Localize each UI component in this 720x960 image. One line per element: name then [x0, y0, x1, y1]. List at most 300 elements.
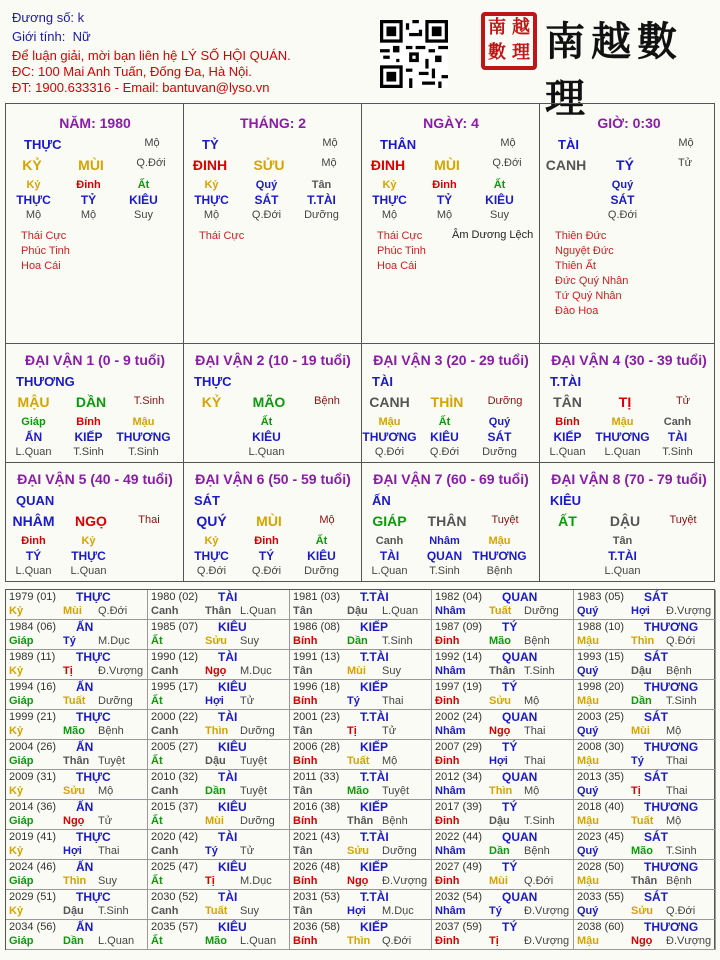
star-name: Thái Cực	[21, 230, 67, 242]
year-label: 2027 (49)	[435, 861, 483, 873]
luck-stem: ẤT	[558, 513, 577, 529]
year-god: TÀI	[218, 650, 238, 664]
pillar-star: TÀI	[558, 137, 579, 152]
luck-cell-7	[362, 463, 540, 581]
year-cell	[148, 860, 290, 890]
year-branch: Sửu	[347, 845, 370, 857]
life-stage: T.Sinh	[128, 446, 159, 458]
year-stage: Suy	[240, 905, 259, 917]
year-stem: Canh	[151, 845, 179, 857]
year-label: 2014 (36)	[9, 801, 57, 813]
year-branch: Tý	[489, 905, 502, 917]
year-stem: Giáp	[9, 635, 34, 647]
year-god: SÁT	[644, 890, 668, 904]
year-stem: Kỷ	[9, 845, 24, 857]
pillar-cell-2	[362, 104, 540, 343]
year-branch: Dậu	[489, 815, 510, 827]
year-stem: Ất	[151, 695, 163, 707]
year-label: 1983 (05)	[577, 591, 625, 603]
year-stem: Canh	[151, 905, 179, 917]
life-stage: Q.Đới	[251, 565, 282, 577]
ten-god: SÁT	[254, 193, 279, 207]
year-god: KIÊU	[218, 860, 247, 874]
star-name: Âm Dương Lệch	[452, 229, 534, 241]
pillar-branch: TÝ	[616, 157, 634, 173]
luck-branch: DẬU	[609, 513, 641, 529]
year-label: 2008 (30)	[577, 741, 625, 753]
year-stage: Tử	[98, 815, 113, 827]
year-cell	[290, 830, 432, 860]
year-label: 2017 (39)	[435, 801, 483, 813]
year-god: THƯƠNG	[644, 740, 699, 754]
year-stage: L.Quan	[240, 605, 277, 617]
ten-god: THỰC	[372, 193, 407, 207]
year-stem: Quý	[577, 725, 599, 737]
ten-god: THỰC	[194, 549, 229, 563]
luck-cell-3	[362, 344, 540, 462]
year-stage: L.Quan	[240, 935, 277, 947]
year-stem: Kỷ	[9, 725, 24, 737]
year-stage: Tuyệt	[382, 785, 410, 797]
year-branch: Tý	[205, 845, 218, 857]
pillar-life: Mộ	[500, 137, 516, 149]
year-cell	[432, 800, 574, 830]
year-stage: Thai	[666, 785, 688, 797]
year-stage: Mộ	[524, 785, 540, 797]
year-cell	[290, 710, 432, 740]
luck-cell-4	[540, 344, 718, 462]
hidden-stem: Kỷ	[26, 179, 41, 191]
luck-life: Mộ	[319, 514, 335, 526]
year-stage: Mộ	[98, 785, 114, 797]
luck-cell-2	[184, 344, 362, 462]
year-stage: Tuyệt	[240, 785, 268, 797]
year-stem: Tân	[293, 785, 313, 797]
year-god: THỰC	[76, 770, 111, 784]
year-branch: Dậu	[347, 605, 368, 617]
year-cell	[148, 830, 290, 860]
luck-branch: THÂN	[427, 513, 467, 529]
star-name: Thiên Ất	[555, 260, 596, 272]
pillar-life2: Mộ	[321, 157, 337, 169]
year-label: 1991 (13)	[293, 651, 341, 663]
ten-god: KIÊU	[485, 193, 514, 207]
year-label: 2028 (50)	[577, 861, 625, 873]
pillar-title: NĂM: 1980	[59, 115, 131, 131]
hidden-stem: Ất	[137, 179, 150, 191]
pillar-stem: CANH	[545, 157, 587, 173]
ten-god: T.TÀI	[608, 549, 637, 563]
star-name: Phúc Tinh	[377, 245, 426, 257]
year-stem: Đinh	[435, 635, 460, 647]
life-stage: Suy	[134, 209, 153, 221]
pillar-cell-3	[540, 104, 718, 343]
year-stage: Q.Đới	[524, 875, 554, 887]
luck-stem: CANH	[369, 394, 410, 410]
luck-branch: MÙI	[256, 513, 282, 529]
year-branch: Ngọ	[205, 665, 227, 677]
year-cell	[574, 860, 716, 890]
hidden-stem: Canh	[375, 535, 404, 547]
life-stage: Mộ	[381, 209, 398, 221]
year-stem: Bính	[293, 815, 318, 827]
year-stage: Bệnh	[666, 665, 692, 677]
year-god: ẤN	[76, 860, 94, 874]
year-stem: Bính	[293, 695, 318, 707]
year-branch: Thân	[489, 665, 516, 677]
year-label: 2010 (32)	[151, 771, 199, 783]
star-name: Đức Quý Nhân	[555, 275, 629, 287]
year-god: KIẾP	[360, 800, 389, 814]
ten-god: TÀI	[667, 430, 688, 444]
year-cell	[432, 650, 574, 680]
year-stem: Ất	[151, 935, 163, 947]
year-stem: Tân	[293, 725, 313, 737]
year-stage: Tử	[382, 725, 397, 737]
year-branch: Tuất	[489, 605, 512, 617]
ten-god: THƯƠNG	[472, 549, 527, 563]
life-stage: Mộ	[203, 209, 220, 221]
year-cell	[6, 770, 148, 800]
year-stem: Mậu	[577, 815, 599, 827]
year-god: TÝ	[502, 740, 518, 754]
luck-title: ĐẠI VẬN 4 (30 - 39 tuổi)	[551, 352, 707, 368]
year-god: TÀI	[218, 770, 238, 784]
year-cell	[432, 590, 574, 620]
luck-life: Tuyệt	[669, 514, 697, 526]
luck-star: THƯƠNG	[16, 374, 75, 389]
year-branch: Mão	[205, 935, 227, 947]
year-cell	[290, 620, 432, 650]
hidden-stem: Canh	[663, 416, 692, 428]
ten-god: SÁT	[610, 193, 635, 207]
year-branch: Dậu	[205, 755, 226, 767]
pillar-cell-0	[6, 104, 184, 343]
year-branch: Mão	[631, 845, 653, 857]
year-branch: Mùi	[63, 605, 82, 617]
year-label: 2000 (22)	[151, 711, 199, 723]
year-god: T.TÀI	[360, 650, 389, 664]
year-god: T.TÀI	[360, 770, 389, 784]
pillar-stem: ĐINH	[192, 157, 228, 173]
year-stage: Dưỡng	[240, 815, 275, 827]
year-branch: Tuất	[631, 815, 654, 827]
life-stage: T.Sinh	[73, 446, 104, 458]
year-god: THỰC	[76, 710, 111, 724]
hidden-stem: Đinh	[254, 535, 279, 547]
pillar-branch: MÙI	[434, 157, 460, 173]
year-branch: Ngọ	[489, 725, 511, 737]
year-branch: Dậu	[631, 665, 652, 677]
year-cell	[6, 890, 148, 920]
year-stage: Bệnh	[98, 725, 124, 737]
year-stage: Mộ	[524, 695, 540, 707]
year-label: 2037 (59)	[435, 921, 483, 933]
ten-god: TÝ	[25, 549, 42, 563]
luck-branch: MÃO	[252, 394, 286, 410]
year-label: 2034 (56)	[9, 921, 57, 933]
pillar-stem: ĐINH	[370, 157, 406, 173]
year-god: TÀI	[218, 890, 238, 904]
year-stem: Đinh	[435, 815, 460, 827]
year-branch: Tị	[205, 875, 215, 887]
year-god: THƯƠNG	[644, 800, 699, 814]
year-stem: Đinh	[435, 875, 460, 887]
gender-value: Nữ	[72, 29, 91, 44]
year-cell	[574, 650, 716, 680]
year-stem: Mậu	[577, 755, 599, 767]
year-branch: Tị	[489, 935, 499, 947]
year-label: 2030 (52)	[151, 891, 199, 903]
year-stem: Canh	[151, 605, 179, 617]
year-label: 2035 (57)	[151, 921, 199, 933]
hidden-stem: Quý	[611, 179, 634, 191]
year-branch: Tuất	[347, 755, 370, 767]
year-stage: Q.Đới	[666, 905, 696, 917]
year-stem: Bính	[293, 755, 318, 767]
year-stage: Dưỡng	[382, 845, 417, 857]
year-stem: Nhâm	[435, 725, 466, 737]
year-god: THƯƠNG	[644, 620, 699, 634]
year-god: TÝ	[502, 920, 518, 934]
year-stage: Bệnh	[666, 875, 692, 887]
life-stage: Dưỡng	[482, 446, 517, 458]
year-stem: Quý	[577, 785, 599, 797]
life-stage: T.Sinh	[662, 446, 693, 458]
hidden-stem: Ất	[260, 416, 273, 428]
ten-god: KIÊU	[307, 549, 336, 563]
year-branch: Tuất	[205, 905, 228, 917]
year-cell	[432, 920, 574, 950]
year-god: QUAN	[502, 710, 538, 724]
hidden-stem: Mậu	[132, 416, 155, 428]
ten-god: T.TÀI	[307, 193, 336, 207]
year-label: 1996 (18)	[293, 681, 341, 693]
luck-star: TÀI	[372, 374, 393, 389]
year-stem: Mậu	[577, 695, 599, 707]
year-stage: Dưỡng	[98, 695, 133, 707]
year-stem: Canh	[151, 665, 179, 677]
pillar-cell-1	[184, 104, 362, 343]
hidden-stem: Ất	[438, 416, 451, 428]
pillar-life: Mộ	[144, 137, 160, 149]
hidden-stem: Ất	[315, 535, 328, 547]
year-stem: Nhâm	[435, 605, 466, 617]
year-stage: L.Quan	[382, 605, 419, 617]
life-stage: L.Quan	[604, 565, 641, 577]
luck-stem: NHÂM	[12, 513, 55, 529]
luck-title: ĐẠI VẬN 6 (50 - 59 tuổi)	[195, 471, 351, 487]
year-branch: Thân	[205, 605, 232, 617]
year-label: 2019 (41)	[9, 831, 57, 843]
logo: 南越數理	[545, 18, 683, 122]
year-cell	[574, 590, 716, 620]
life-stage: L.Quan	[15, 446, 52, 458]
life-stage: T.Sinh	[429, 565, 460, 577]
hidden-stem: Mậu	[488, 535, 511, 547]
year-label: 2022 (44)	[435, 831, 483, 843]
ten-god: KIÊU	[252, 430, 281, 444]
year-god: KIẾP	[360, 920, 389, 934]
year-god: QUAN	[502, 890, 538, 904]
year-god: KIẾP	[360, 680, 389, 694]
year-stage: Suy	[240, 635, 259, 647]
pillar-life2: Tử	[677, 157, 693, 169]
year-god: KIÊU	[218, 920, 247, 934]
life-stage: L.Quan	[549, 446, 586, 458]
year-cell	[290, 800, 432, 830]
year-stage: Tuyệt	[98, 755, 126, 767]
hidden-stem: Đinh	[432, 179, 457, 191]
life-stage: L.Quan	[371, 565, 408, 577]
luck-branch: NGỌ	[75, 513, 107, 529]
year-label: 2031 (53)	[293, 891, 341, 903]
ten-god: TỶ	[436, 193, 453, 207]
year-cell	[6, 830, 148, 860]
year-branch: Mão	[63, 725, 85, 737]
year-stage: T.Sinh	[382, 635, 413, 647]
year-god: THỰC	[76, 830, 111, 844]
code-label: Đương số:	[12, 10, 75, 25]
year-stage: Bệnh	[524, 635, 550, 647]
year-stem: Mậu	[577, 635, 599, 647]
year-cell	[432, 620, 574, 650]
year-cell	[148, 590, 290, 620]
year-god: TÝ	[502, 620, 518, 634]
year-stem: Ất	[151, 815, 163, 827]
pillar-life2: Q.Đới	[492, 157, 522, 169]
luck-stem: GIÁP	[372, 513, 407, 529]
luck-title: ĐẠI VẬN 5 (40 - 49 tuổi)	[17, 471, 173, 487]
star-name: Đào Hoa	[555, 305, 599, 317]
hidden-stem: Bính	[76, 416, 101, 428]
year-cell	[290, 590, 432, 620]
year-stem: Quý	[577, 905, 599, 917]
star-name: Nguyệt Đức	[555, 245, 614, 257]
year-stem: Tân	[293, 665, 313, 677]
luck-life: Bệnh	[314, 395, 340, 407]
year-god: ẤN	[76, 800, 94, 814]
year-label: 2026 (48)	[293, 861, 341, 873]
life-stage: Dưỡng	[304, 209, 339, 221]
ten-god: KIẾP	[74, 430, 103, 444]
pillar-life2: Q.Đới	[136, 157, 166, 169]
year-stem: Giáp	[9, 755, 34, 767]
year-stem: Canh	[151, 725, 179, 737]
year-stage: Tuyệt	[240, 755, 268, 767]
year-stem: Nhâm	[435, 905, 466, 917]
year-cell	[574, 710, 716, 740]
year-god: QUAN	[502, 770, 538, 784]
year-stage: M.Dục	[240, 665, 272, 677]
year-cell	[148, 920, 290, 950]
ten-god: THỰC	[71, 549, 106, 563]
year-cell	[432, 710, 574, 740]
year-branch: Tý	[631, 755, 644, 767]
year-god: QUAN	[502, 650, 538, 664]
year-branch: Tị	[631, 785, 641, 797]
year-branch: Thìn	[205, 725, 229, 737]
year-stem: Canh	[151, 785, 179, 797]
ten-god: KIÊU	[430, 430, 459, 444]
year-label: 2007 (29)	[435, 741, 483, 753]
pillar-star: TỶ	[202, 137, 219, 152]
year-branch: Tý	[63, 635, 76, 647]
year-cell	[290, 680, 432, 710]
year-stem: Nhâm	[435, 665, 466, 677]
year-god: THƯƠNG	[644, 680, 699, 694]
year-cell	[290, 740, 432, 770]
year-god: KIÊU	[218, 800, 247, 814]
year-god: THƯƠNG	[644, 860, 699, 874]
seal-char-4: 理	[512, 42, 530, 63]
year-god: QUAN	[502, 830, 538, 844]
year-god: KIÊU	[218, 740, 247, 754]
hidden-stem: Quý	[255, 179, 278, 191]
hidden-stem: Mậu	[378, 416, 401, 428]
annual-years-table	[5, 589, 715, 950]
star-list	[377, 229, 426, 274]
year-branch: Ngọ	[63, 815, 85, 827]
year-branch: Tị	[347, 725, 357, 737]
hidden-stem: Ất	[493, 179, 506, 191]
year-branch: Ngọ	[631, 935, 653, 947]
year-label: 2032 (54)	[435, 891, 483, 903]
year-label: 2016 (38)	[293, 801, 341, 813]
address-line: ĐC: 100 Mai Anh Tuấn, Đống Đa, Hà Nội.	[12, 64, 252, 79]
code-line	[12, 10, 84, 25]
year-god: TÀI	[218, 590, 238, 604]
year-branch: Mão	[489, 635, 511, 647]
year-stage: T.Sinh	[524, 665, 555, 677]
year-label: 2004 (26)	[9, 741, 57, 753]
year-branch: Mùi	[489, 875, 508, 887]
year-branch: Ngọ	[347, 875, 369, 887]
hidden-stem: Kỷ	[204, 179, 219, 191]
pillar-title: THÁNG: 2	[239, 115, 307, 131]
luck-life: Tử	[675, 395, 691, 407]
year-god: ẤN	[76, 620, 94, 634]
year-label: 2012 (34)	[435, 771, 483, 783]
year-branch: Dần	[347, 635, 368, 647]
year-cell	[290, 860, 432, 890]
luck-star: KIÊU	[550, 493, 582, 508]
year-stem: Kỷ	[9, 665, 24, 677]
year-cell	[432, 860, 574, 890]
year-cell	[6, 860, 148, 890]
year-cell	[148, 800, 290, 830]
star-name: Hoa Cái	[21, 260, 61, 272]
year-stage: Thai	[666, 755, 688, 767]
luck-stem: KỶ	[201, 394, 222, 410]
year-cell	[148, 620, 290, 650]
year-stem: Tân	[293, 905, 313, 917]
year-branch: Thân	[63, 755, 90, 767]
year-stage: T.Sinh	[524, 815, 555, 827]
year-cell	[6, 650, 148, 680]
life-stage: Bệnh	[486, 565, 513, 577]
year-stage: Thai	[382, 695, 404, 707]
year-label: 2001 (23)	[293, 711, 341, 723]
year-god: TÝ	[502, 680, 518, 694]
year-branch: Sửu	[489, 695, 512, 707]
year-cell	[574, 740, 716, 770]
four-pillars-panel	[5, 103, 715, 344]
life-stage: Mộ	[25, 209, 42, 221]
year-branch: Mão	[347, 785, 369, 797]
pillar-branch: MÙI	[78, 157, 104, 173]
year-cell	[148, 680, 290, 710]
